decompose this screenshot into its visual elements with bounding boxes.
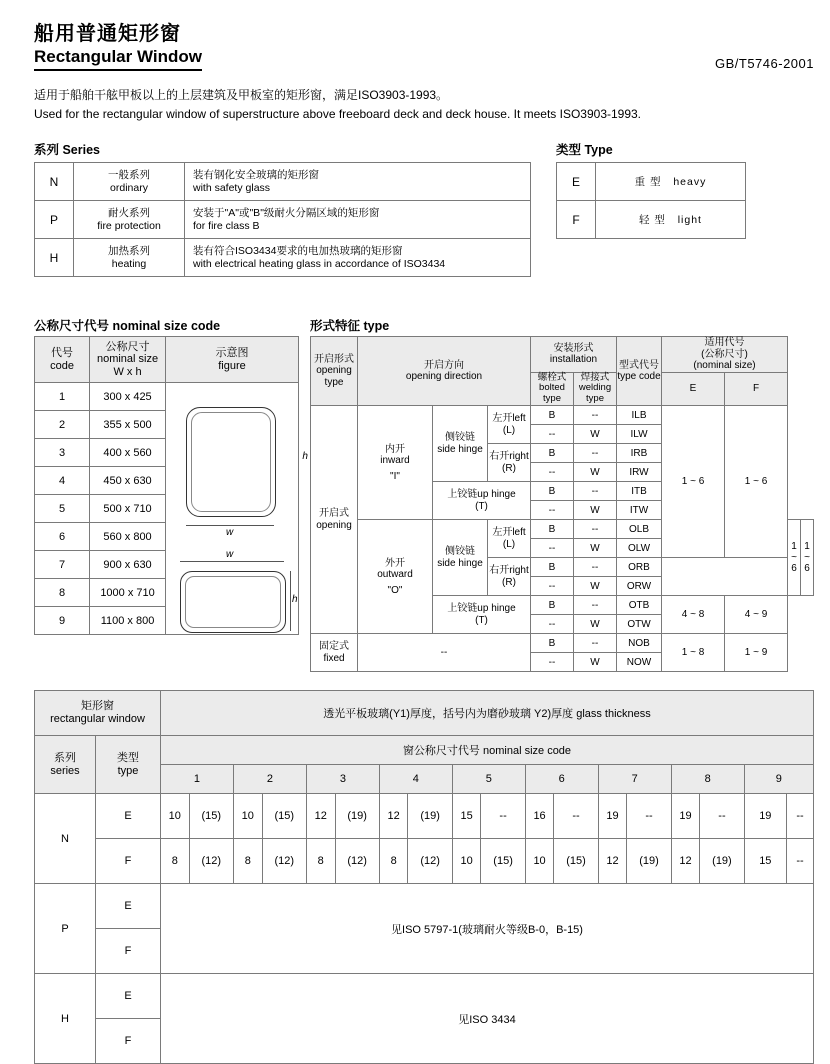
glass-series-H: H [35,974,96,1064]
bolted-value: -- [531,501,574,520]
type-code-value: ILB [617,406,662,425]
glass-note-P: 见ISO 5797-1(玻璃耐火等级B-0，B-15) [161,884,814,974]
nominal-code: 8 [35,579,90,607]
nominal-table-wrap [34,336,308,635]
series-desc-cn: 装有符合ISO3434要求的电加热玻璃的矩形窗 [193,245,403,258]
glass-value: 15 [452,794,481,839]
series-code: P [35,201,74,239]
bolted-value: -- [531,615,574,634]
intro-cn: 适用于船舶干舷甲板以上的上层建筑及甲板室的矩形窗，满足ISO3903-1993。 [34,88,449,102]
type-name-en: heavy [673,176,707,188]
applicable-E-value: 1 ~ 6 [662,406,725,558]
type-code-value: OLB [617,520,662,539]
horizontal-window-figure [180,571,286,633]
width-label-2: w [225,548,234,560]
glass-type-F: F [96,839,161,884]
type-header: 类型 type [96,736,161,794]
type-code-value: ILW [617,425,662,444]
glass-title: 透光平板玻璃(Y1)厚度，括号内为磨砂玻璃 Y2)厚度 glass thickness [161,691,814,736]
welding-value: W [574,615,617,634]
nominal-code: 4 [35,467,90,495]
table-header-row [35,337,299,383]
table-row [35,201,531,239]
series-header: 系列 series [35,736,96,794]
height-label-2: h [291,593,298,605]
type-name-en: light [677,214,702,226]
glass-value: 19 [598,794,627,839]
direction-dash: -- [358,634,531,672]
nominal-code: 9 [35,607,90,635]
type-code-value: OTB [617,596,662,615]
nominal-code: 3 [35,439,90,467]
nominal-code: 1 [35,383,90,411]
glass-value: (19) [627,839,671,884]
bolted-value: -- [531,463,574,482]
series-name-en: fire protection [97,219,161,232]
bolted-value: B [531,558,574,577]
table-row [35,163,531,201]
bolted-value: B [531,444,574,463]
table-row [35,794,814,839]
type-name [596,201,746,239]
type-code-value: ORW [617,577,662,596]
figure-cell [165,383,308,635]
height-dim-line-2 [290,571,291,631]
glass-value: 10 [525,839,554,884]
bolted-value: B [531,482,574,501]
glass-type-F: F [96,929,161,974]
series-desc-en: with electrical heating glass in accordance of ISO3434 [193,257,446,270]
glass-note-H: 见ISO 3434 [161,974,814,1064]
type-code: F [557,201,596,239]
series-desc [185,163,531,201]
nominal-size: 450 x 630 [90,467,166,495]
table-row [35,239,531,277]
glass-value: 8 [379,839,408,884]
open-type-opening: 开启式 opening [311,406,358,634]
size-code-2: 2 [233,765,306,794]
size-code-3: 3 [306,765,379,794]
nominal-size: 560 x 800 [90,523,166,551]
type-code: E [557,163,596,201]
glass-table-wrap [34,690,814,1064]
width-dim-line-2 [180,561,284,562]
glass-value: (19) [700,839,744,884]
type-name [596,163,746,201]
nominal-code: 7 [35,551,90,579]
table-header-row [311,337,814,373]
bolted-value: B [531,520,574,539]
welding-value: W [574,577,617,596]
nominal-size: 355 x 500 [90,411,166,439]
glass-value: -- [787,839,814,884]
glass-value: 19 [671,794,700,839]
vertical-window-figure [186,407,276,517]
applicable-E-value: 4 ~ 8 [662,596,725,634]
size-code-9: 9 [744,765,813,794]
bolted-value: B [531,406,574,425]
table-row [557,201,746,239]
type-code-value: OLW [617,539,662,558]
nominal-size-table [34,336,308,635]
glass-type-E: E [96,884,161,929]
type-code-value: IRW [617,463,662,482]
open-dir-header: 开启方向 opening direction [358,337,531,406]
table-row [311,406,814,425]
type-table [556,162,746,239]
table-row [35,974,814,1019]
page-title-en: Rectangular Window [34,46,202,71]
glass-value: 19 [744,794,786,839]
size-code-6: 6 [525,765,598,794]
glass-value: (19) [408,794,452,839]
table-header-row [35,736,814,765]
welding-value: W [574,463,617,482]
glass-value: (12) [408,839,452,884]
series-name [74,163,185,201]
series-desc-cn: 安装于"A"或"B"级耐火分隔区域的矩形窗 [193,207,380,220]
type-name-cn: 轻 型 [639,214,666,226]
applicable-F-header: F [725,372,788,406]
welding-value: -- [574,520,617,539]
welding-value: -- [574,482,617,501]
window-corner-header: 矩形窗 rectangular window [35,691,161,736]
bolted-value: -- [531,539,574,558]
table-row [35,884,814,929]
hinge-side: 侧铰链 side hinge [433,520,488,596]
glass-value: (15) [189,794,233,839]
type-code-value: NOB [617,634,662,653]
direction-outward: 外开 outward "O" [358,520,433,634]
bolted-value: -- [531,425,574,444]
nominal-size: 400 x 560 [90,439,166,467]
welding-header: 焊接式 welding type [574,372,617,406]
type-table-wrap [556,162,746,239]
width-dim-line [186,525,274,526]
bolted-value: B [531,596,574,615]
series-table [34,162,531,277]
welding-value: -- [574,596,617,615]
applicable-E-value: 1 ~ 6 [788,520,801,596]
glass-value: 12 [671,839,700,884]
page-title-cn: 船用普通矩形窗 [34,23,181,45]
glass-type-E: E [96,974,161,1019]
glass-value: -- [481,794,525,839]
glass-value: (19) [335,794,379,839]
type-section-label: 类型 Type [556,143,613,157]
series-name-cn: 一般系列 [108,169,150,182]
intro-en: Used for the rectangular window of superstructure above freeboard deck and deck house. It meets ISO3903-1993. [34,106,642,121]
intro-block [34,86,814,123]
table-header-row [35,691,814,736]
glass-value: 15 [744,839,786,884]
glass-value: 10 [161,794,190,839]
glass-value: -- [627,794,671,839]
glass-value: (12) [262,839,306,884]
nominal-size: 300 x 425 [90,383,166,411]
nominal-section-label: 公称尺寸代号 nominal size code [34,319,221,333]
size-code-1: 1 [161,765,234,794]
glass-value: (15) [262,794,306,839]
width-label: w [225,526,234,538]
col-size-header: 公称尺寸 nominal size W x h [90,337,166,383]
series-desc-en: with safety glass [193,181,271,194]
applicable-F-value: 1 ~ 6 [801,520,814,596]
glass-thickness-table [34,690,814,1064]
type-code-value: ITB [617,482,662,501]
height-label: h [302,450,308,462]
glass-value: -- [700,794,744,839]
welding-value: W [574,425,617,444]
installation-header: 安装形式 installation [531,337,617,373]
bolted-value: -- [531,577,574,596]
applicable-E-header: E [662,372,725,406]
size-code-7: 7 [598,765,671,794]
glass-value: 12 [598,839,627,884]
nominal-code: 6 [35,523,90,551]
welding-value: -- [574,444,617,463]
series-name-cn: 耐火系列 [108,207,150,220]
type-code-value: IRB [617,444,662,463]
glass-series-N: N [35,794,96,884]
feature-section-label: 形式特征 type [310,319,390,333]
type-code-value: OTW [617,615,662,634]
type-code-value: ITW [617,501,662,520]
glass-value: 8 [233,839,262,884]
window-figures [166,389,308,629]
series-code: H [35,239,74,277]
series-section-label: 系列 Series [34,143,101,157]
bolted-value: B [531,634,574,653]
glass-value: (12) [335,839,379,884]
type-code-header: 型式代号 type code [617,337,662,406]
nominal-size: 1000 x 710 [90,579,166,607]
glass-value: 12 [306,794,335,839]
applicable-E-value: 1 ~ 8 [662,634,725,672]
table-row [311,634,814,653]
glass-value: 12 [379,794,408,839]
glass-value: 8 [161,839,190,884]
series-desc [185,239,531,277]
nominal-size: 500 x 710 [90,495,166,523]
nominal-size: 1100 x 800 [90,607,166,635]
series-desc-cn: 装有钢化安全玻璃的矩形窗 [193,169,319,182]
welding-value: W [574,539,617,558]
lr-left: 左开left (L) [488,520,531,558]
hinge-side: 侧铰链 side hinge [433,406,488,482]
bolted-header: 螺栓式 bolted type [531,372,574,406]
series-name-en: ordinary [110,181,148,194]
type-code-value: ORB [617,558,662,577]
standard-code: GB/T5746-2001 [714,56,814,71]
bolted-value: -- [531,653,574,672]
size-code-4: 4 [379,765,452,794]
lr-right: 右开right (R) [488,558,531,596]
glass-value: 10 [452,839,481,884]
series-table-wrap [34,162,531,277]
glass-value: 10 [233,794,262,839]
document-header [34,22,814,71]
series-name-cn: 加热系列 [108,245,150,258]
glass-value: (15) [554,839,598,884]
welding-value: W [574,653,617,672]
welding-value: W [574,501,617,520]
series-code: N [35,163,74,201]
glass-type-F: F [96,1019,161,1064]
glass-value: -- [787,794,814,839]
applicable-F-value: 4 ~ 9 [725,596,788,634]
nominal-code: 2 [35,411,90,439]
glass-value: (12) [189,839,233,884]
series-desc [185,201,531,239]
type-name-cn: 重 型 [634,176,662,188]
table-row [35,383,299,411]
lr-right: 右开right (R) [488,444,531,482]
welding-value: -- [574,406,617,425]
open-type-header: 开启形式 opening type [311,337,358,406]
col-figure-header: 示意图 figure [165,337,298,383]
glass-type-E: E [96,794,161,839]
glass-value: 8 [306,839,335,884]
col-code-header: 代号 code [35,337,90,383]
glass-value: 16 [525,794,554,839]
type-code-value: NOW [617,653,662,672]
nominal-code: 5 [35,495,90,523]
feature-table-wrap [310,336,814,672]
lr-left: 左开left (L) [488,406,531,444]
glass-series-P: P [35,884,96,974]
open-type-fixed: 固定式 fixed [311,634,358,672]
glass-value: (15) [481,839,525,884]
table-row [35,839,814,884]
hinge-up: 上铰链up hinge (T) [433,482,531,520]
series-desc-en: for fire class B [193,219,260,232]
hinge-up: 上铰链up hinge (T) [433,596,531,634]
size-code-header: 窗公称尺寸代号 nominal size code [161,736,814,765]
applicable-F-value: 1 ~ 9 [725,634,788,672]
applicable-F-value: 1 ~ 6 [725,406,788,558]
welding-value: -- [574,558,617,577]
series-name [74,239,185,277]
size-code-8: 8 [671,765,744,794]
series-name-en: heating [111,257,147,270]
glass-value: -- [554,794,598,839]
table-row [557,163,746,201]
welding-value: -- [574,634,617,653]
applicable-header: 适用代号 (公称尺寸) (nominal size) [662,337,788,373]
feature-table [310,336,814,672]
direction-inward: 内开 inward "I" [358,406,433,520]
size-code-5: 5 [452,765,525,794]
nominal-size: 900 x 630 [90,551,166,579]
series-name [74,201,185,239]
